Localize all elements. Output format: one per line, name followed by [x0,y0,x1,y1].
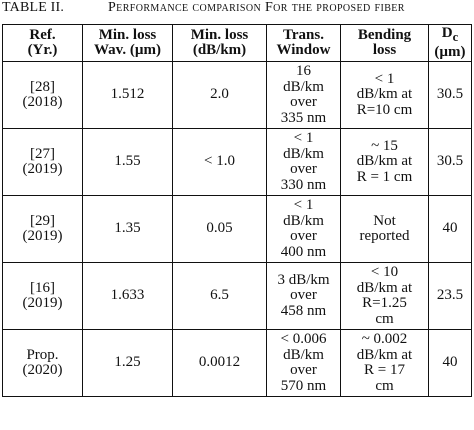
cell-bending-loss: < 10 dB/km at R=1.25 cm [341,263,429,330]
header-ref: Ref. (Yr.) [3,25,83,62]
cell-window: < 1 dB/km over 330 nm [267,129,341,196]
header-bending-loss: Bending loss [341,25,429,62]
cell-ref: [16] (2019) [3,263,83,330]
cell-wavelength: 1.35 [83,196,173,263]
header-min-loss: Min. loss (dB/km) [173,25,267,62]
table-row [3,62,472,129]
cell-core-diameter: 30.5 [429,62,472,129]
cell-wavelength: 1.512 [83,62,173,129]
cell-bending-loss: < 1 dB/km at R=10 cm [341,62,429,129]
table-row [3,129,472,196]
cell-ref: [27] (2019) [3,129,83,196]
cell-core-diameter: 30.5 [429,129,472,196]
table-caption [0,0,474,24]
header-min-loss-wavelength: Min. loss Wav. (µm) [83,25,173,62]
cell-bending-loss: Not reported [341,196,429,263]
cell-core-diameter: 40 [429,330,472,397]
cell-min-loss: 2.0 [173,62,267,129]
cell-wavelength: 1.25 [83,330,173,397]
cell-min-loss: 0.05 [173,196,267,263]
header-core-diameter: $D_c$ (µm) [429,25,472,62]
cell-wavelength: 1.55 [83,129,173,196]
cell-window: 3 dB/km over 458 nm [267,263,341,330]
table-label: TABLE II. [2,0,65,15]
cell-ref: [28] (2018) [3,62,83,129]
cell-window: 16 dB/km over 335 nm [267,62,341,129]
cell-window: < 0.006 dB/km over 570 nm [267,330,341,397]
cell-min-loss: < 1.0 [173,129,267,196]
cell-min-loss: 6.5 [173,263,267,330]
cell-wavelength: 1.633 [83,263,173,330]
cell-core-diameter: 23.5 [429,263,472,330]
cell-window: < 1 dB/km over 400 nm [267,196,341,263]
cell-ref: [29] (2019) [3,196,83,263]
cell-bending-loss: ~ 15 dB/km at R = 1 cm [341,129,429,196]
cell-bending-loss: ~ 0.002 dB/km at R = 17 cm [341,330,429,397]
table-row [3,330,472,397]
cell-ref: Prop. (2020) [3,330,83,397]
cell-min-loss: 0.0012 [173,330,267,397]
table-row [3,196,472,263]
cell-core-diameter: 40 [429,196,472,263]
header-row [3,25,472,62]
table-row [3,263,472,330]
performance-comparison-table [2,24,472,397]
table-title: Performance comparison For the proposed fiber [108,0,405,15]
header-transmission-window: Trans. Window [267,25,341,62]
